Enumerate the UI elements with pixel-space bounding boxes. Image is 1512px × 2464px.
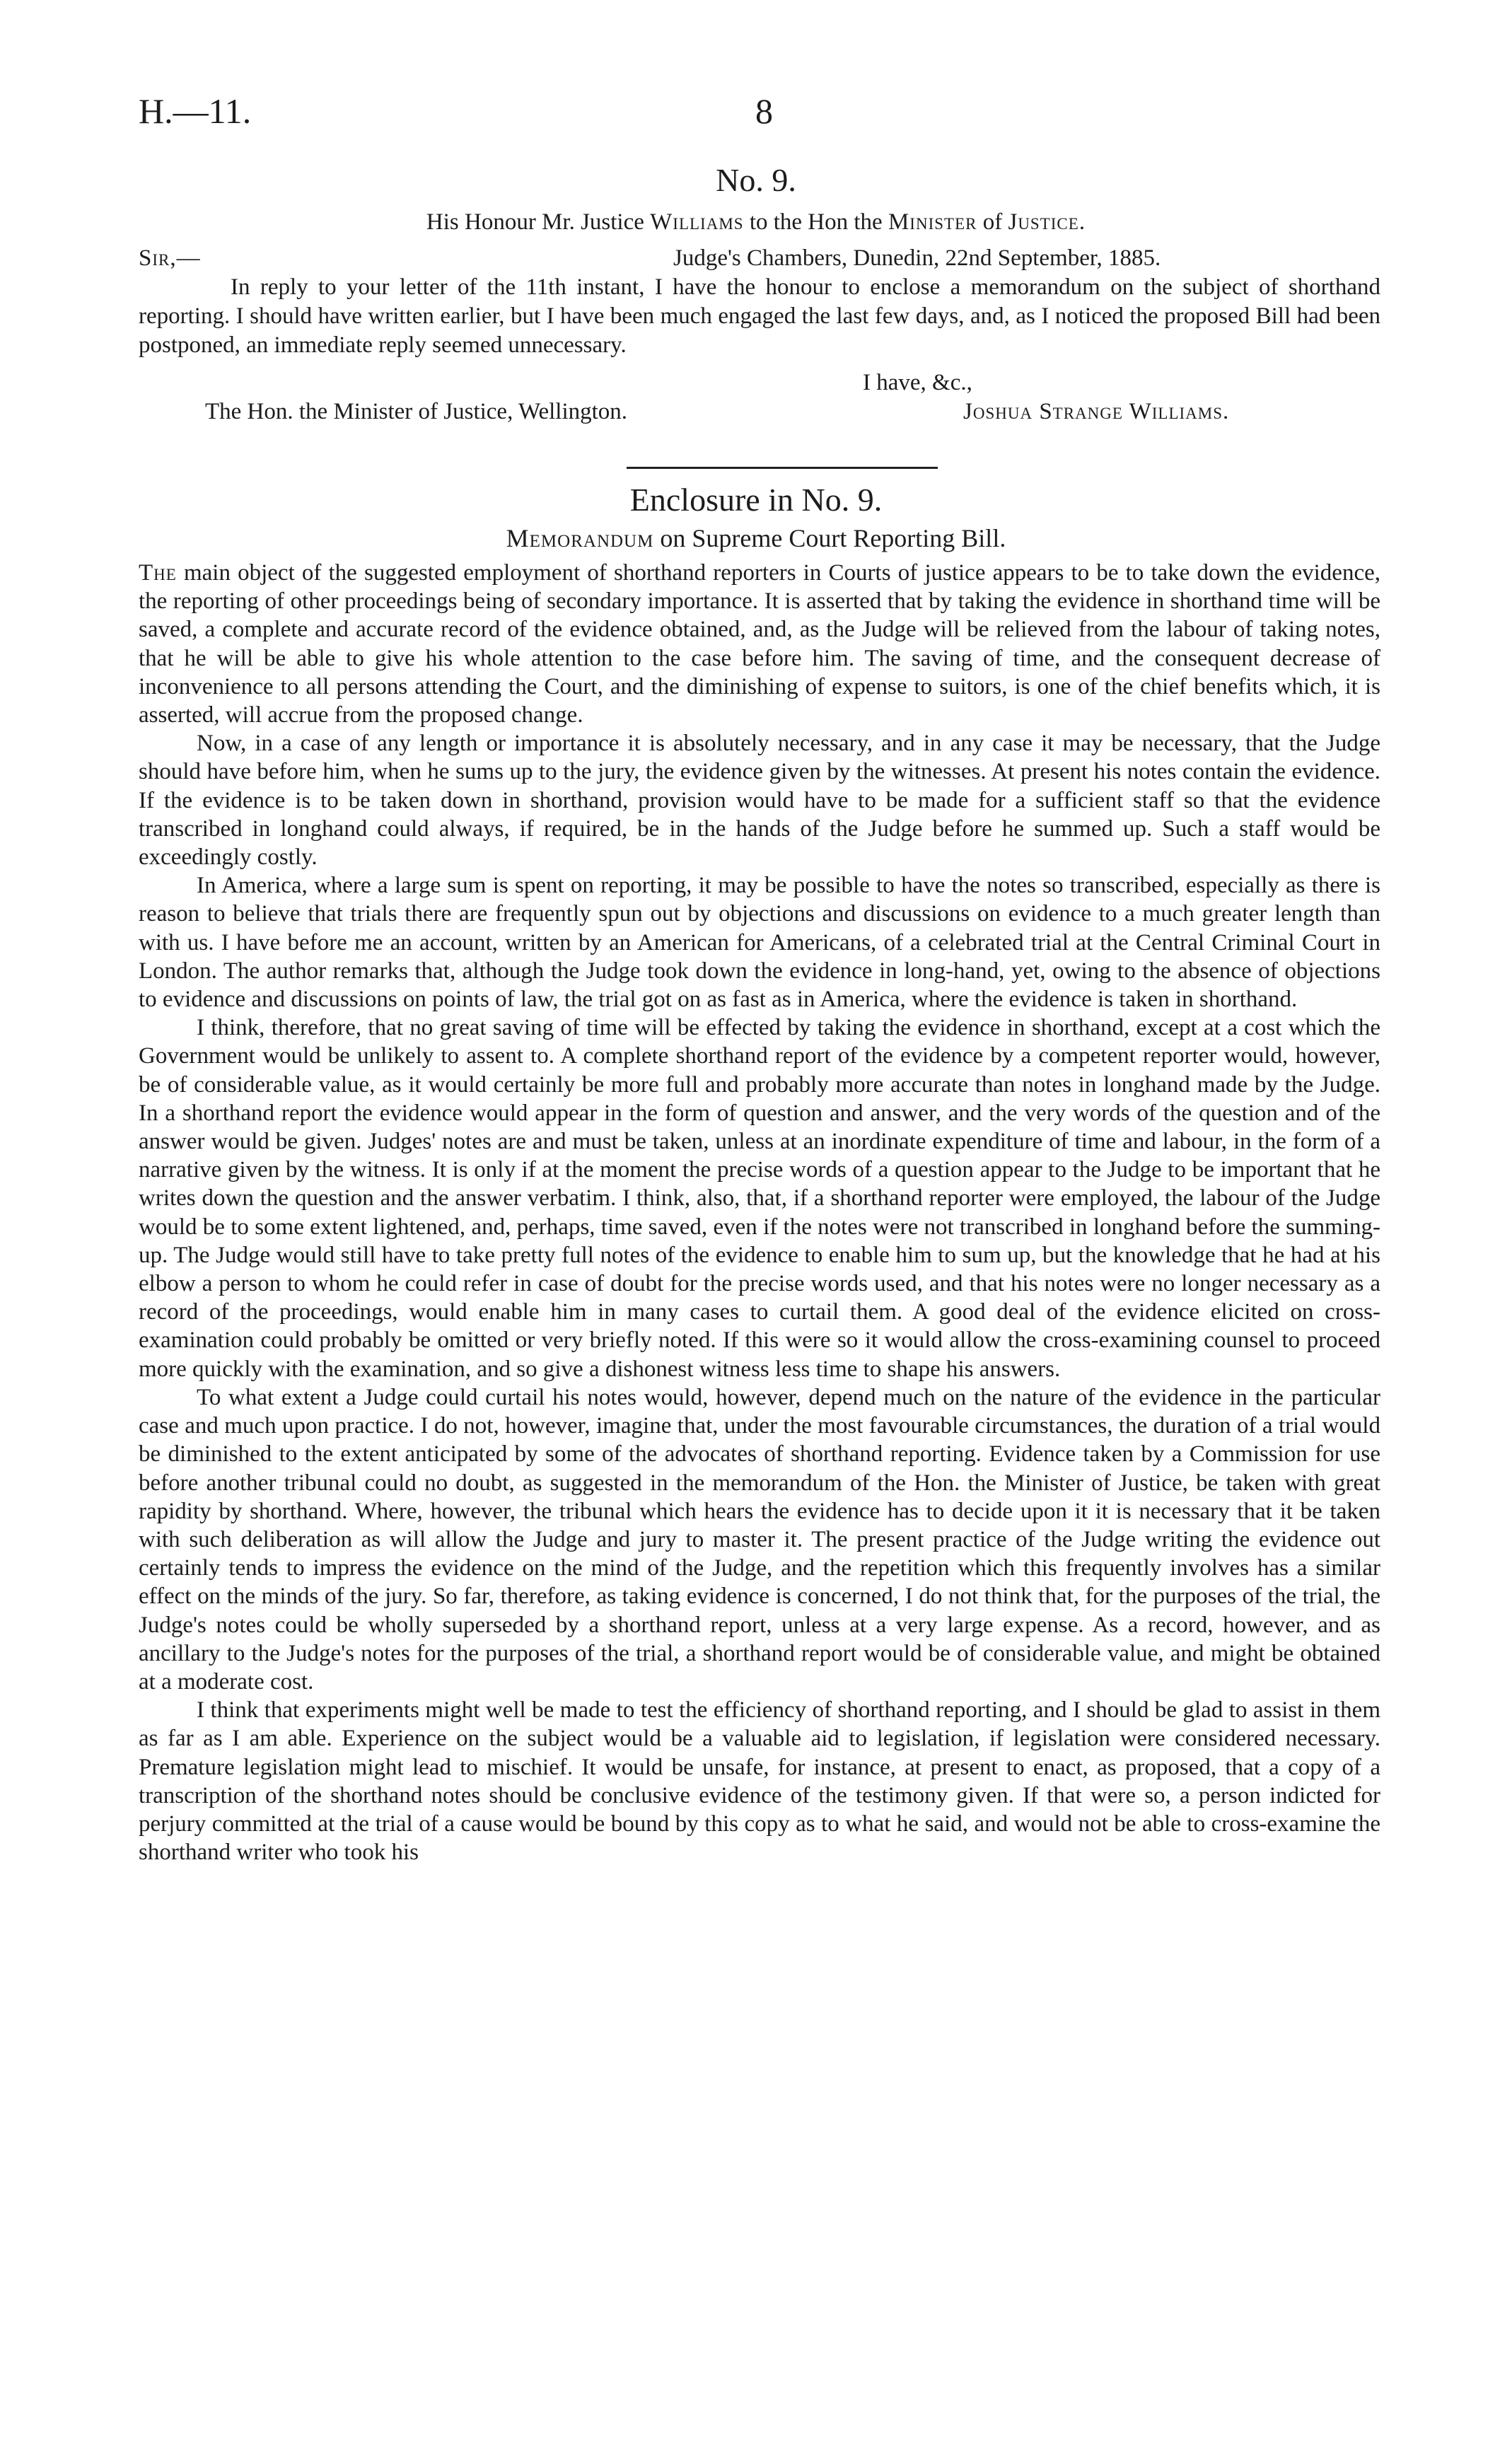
- letter-number-heading: No. 9.: [716, 162, 796, 198]
- enclosure-heading: Enclosure in No. 9.: [629, 482, 883, 518]
- section-divider: [627, 467, 938, 469]
- memorandum-heading: [0, 522, 1512, 554]
- memo-paragraph-1-text: main object of the suggested employment of shorthand reporters in Courts of justice appears to be to take down the evidence, the reporting of other proceedings being of secondary importance. It is asserted that by taking the evidence in shorthand time will be saved, a complete and accurate record of the evidence obtained, and, as the Judge will be relieved from the labour of taking notes, that he will be able to give his whole attention to the case before him. The saving of time, and the consequent decrease of inconvenience to all persons attending the Court, and the diminishing of expense to suitors, is one of the chief benefits which, it is asserted, will accrue from the proposed change.: [139, 560, 1380, 728]
- heading-minister: Minister: [888, 209, 977, 235]
- heading-pre: His Honour Mr. Justice: [426, 209, 651, 235]
- memo-paragraph-1: [139, 559, 1380, 729]
- memo-paragraph-4: I think, therefore, that no great saving of time will be effected by taking the evidence in shorthand, except at a cost which the Government would be unlikely to assent to. A complete shorthand report of the evidence by a competent reporter would, however, be of considerable value, as it would certainly be more full and probably more accurate than notes in longhand made by the Judge. In a shorthand report the evidence would appear in the form of question and answer, and the very words of the question and of the answer would be given. Judges' notes are and must be taken, unless at an inordinate expenditure of time and labour, in the form of a narrative given by the witness. It is only if at the moment the precise words of a question appear to the Judge to be important that he writes down the question and the answer verbatim. I think, also, that, if a shorthand reporter were employed, the labour of the Judge would be to some extent lightened, and, perhaps, time saved, even if the notes were not transcribed in longhand before the summing-up. The Judge would still have to take pretty full notes of the evidence to enable him to sum up, but the knowledge that he had at his elbow a person to whom he could refer in case of doubt for the precise words used, and that his notes were no longer necessary as a record of the proceedings, would enable him in many cases to curtail them. A good deal of the evidence elicited on cross-examination could probably be omitted or very briefly noted. If this were so it would allow the cross-examining counsel to proceed more quickly with the examination, and so give a dishonest witness less time to shape his answers.: [139, 1015, 1380, 1382]
- first-word: The: [139, 560, 177, 586]
- memo-paragraph-2: Now, in a case of any length or importance it is absolutely necessary, and in any case it may be necessary, that the Judge should have before him, when he sums up to the jury, the evidence given by the witnesses. At present his notes contain the evidence. If the evidence is to be taken down in shorthand, provision would have to be made for a sufficient staff so that the evidence transcribed in longhand could always, if required, be in the hands of the Judge before he summed up. Such a staff would be exceedingly costly.: [139, 731, 1380, 871]
- heading-justice: Justice.: [1008, 209, 1086, 235]
- heading-of: of: [977, 209, 1008, 235]
- letter-date: Judge's Chambers, Dunedin, 22nd September, 1885.: [673, 245, 1161, 271]
- letter-body: [139, 273, 1380, 360]
- salutation: Sir,—: [139, 245, 201, 271]
- heading-mid: to the Hon the: [743, 209, 888, 235]
- memo-paragraph-6: I think that experiments might well be made to test the efficiency of shorthand reporting, and I should be glad to assist in them as far as I am able. Experience on the subject would be a valuable aid to legislation, if legislation were considered necessary. Premature legislation might lead to mischief. It would be unsafe, for instance, at present to enact, as proposed, that a copy of a transcription of the shorthand notes should be conclusive evidence of the testimony given. If that were so, a person indicted for perjury committed at the trial of a cause would be bound by this copy as to what he said, and would not be able to cross-examine the shorthand writer who took his: [139, 1697, 1380, 1866]
- memo-paragraph-5: To what extent a Judge could curtail his notes would, however, depend much on the nature of the evidence in the particular case and much upon practice. I do not, however, imagine that, under the most favourable circumstances, the duration of a trial would be diminished to the extent anticipated by some of the advocates of shorthand reporting. Evidence taken by a Commission for use before another tribunal could no doubt, as suggested in the memorandum of the Hon. the Minister of Justice, be taken with great rapidity by shorthand. Where, however, the tribunal which hears the evidence has to decide upon it it is necessary that it be taken with such deliberation as will allow the Judge and jury to master it. The present practice of the Judge writing the evidence out certainly tends to impress the evidence on the mind of the Judge, and the repetition which this frequently involves has a similar effect on the minds of the jury. So far, therefore, as taking evidence is concerned, I do not think that, for the purposes of the trial, the Judge's notes could be wholly superseded by a shorthand report, unless at a very large expense. As a record, however, and as ancillary to the Judge's notes for the purposes of the trial, a shorthand report would be of considerable value, and might be obtained at a moderate cost.: [139, 1384, 1380, 1695]
- memo-paragraph-3: In America, where a large sum is spent on reporting, it may be possible to have the notes so transcribed, especially as there is reason to believe that trials there are frequently spun out by objections and discussions on evidence to a much greater length than with us. I have before me an account, written by an American for Americans, of a celebrated trial at the Central Criminal Court in London. The author remarks that, although the Judge took down the evidence in long-hand, yet, owing to the absence of objections to evidence and discussions on points of law, the trial got on as fast as in America, where the evidence is taken in shorthand.: [139, 873, 1380, 1013]
- memo-title: on Supreme Court Reporting Bill.: [653, 524, 1006, 552]
- document-reference: H.—11.: [139, 91, 252, 131]
- letter-paragraph: In reply to your letter of the 11th instant, I have the honour to enclose a memorandum on the subject of shorthand reporting. I should have written earlier, but I have been much engaged the last few days, and, as I noticed the proposed Bill had been postponed, an immediate reply seemed unnecessary.: [139, 274, 1380, 358]
- signature: Joshua Strange Williams.: [963, 399, 1230, 424]
- memorandum-body: [139, 559, 1380, 1866]
- addressee: The Hon. the Minister of Justice, Wellington.: [205, 399, 628, 424]
- memo-label: Memorandum: [506, 524, 654, 552]
- letter-heading: [0, 207, 1512, 238]
- heading-name: Williams: [650, 209, 744, 235]
- letter-close: I have, &c.,: [863, 370, 972, 395]
- page-number: 8: [755, 91, 773, 131]
